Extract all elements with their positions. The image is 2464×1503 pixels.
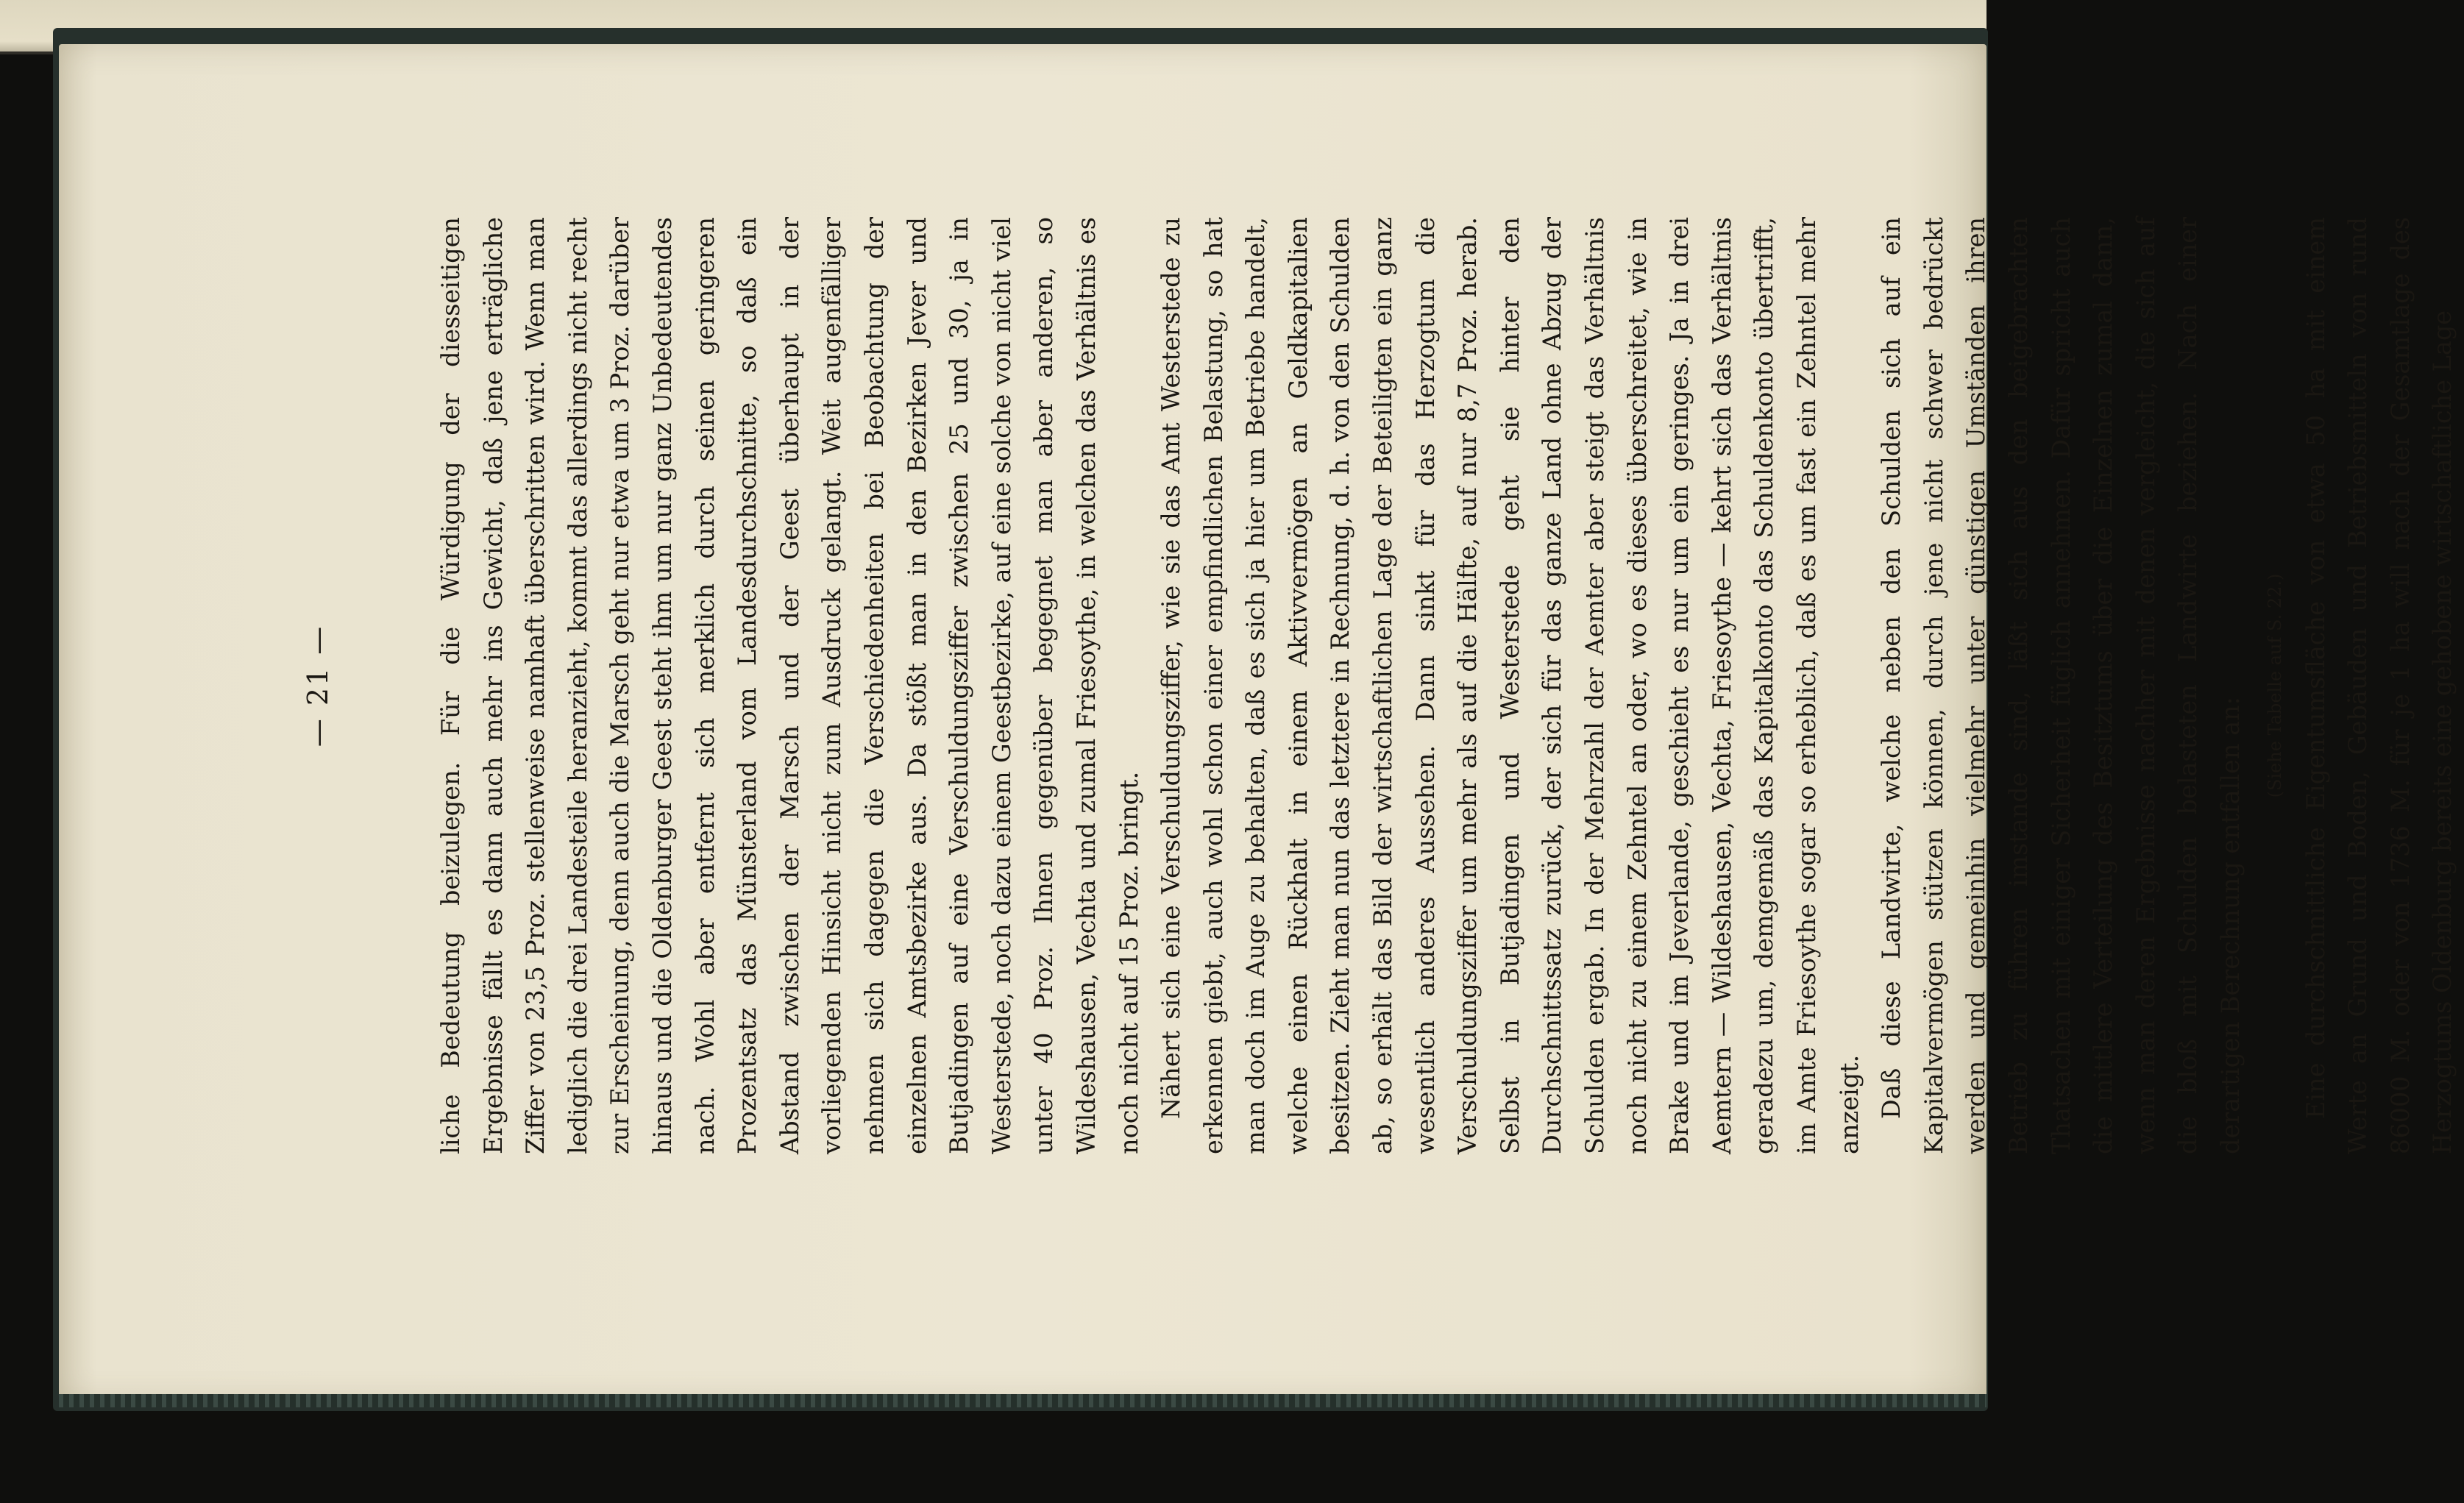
paragraph-1: liche Bedeutung beizulegen. Für die Würdigung der diesseitigen Ergebnisse fällt es dann auch mehr ins Gewicht, daß jene erträgliche Ziffer von 23,5 Proz. stellenweise namhaft überschritten wird. Wenn man lediglich die drei Landesteile heranzieht, kommt das allerdings nicht recht zur Erscheinung, denn auch die Marsch geht nur etwa um 3 Proz. darüber hinaus und die Oldenburger Geest steht ihm um nur ganz Unbedeutendes nach. Wohl aber entfernt sich merklich durch seinen geringeren Prozentsatz das Münsterland vom Landesdurchschnitte, so daß ein Abstand zwischen der Marsch und der Geest überhaupt in der vorliegenden Hinsicht nicht zum Ausdruck gelangt. Weit augenfälliger nehmen sich dagegen die Verschiedenheiten bei Beobachtung der einzelnen Amtsbezirke aus. Da stößt man in den Bezirken Jever und Butjadingen auf eine Verschuldungsziffer zwischen 25 und 30, ja in Westerstede, noch dazu einem Geestbezirke, auf eine solche von nicht viel unter 40 Proz. Ihnen gegenüber begegnet man aber anderen, so Wildeshausen, Vechta und zumal Friesoythe, in welchen das Verhältnis es noch nicht auf 15 Proz. bringt. xyxy=(436,217,1143,1154)
page-number: — 21 — xyxy=(302,624,334,747)
table-reference-note: (Siehe Tabelle auf S. 22.) xyxy=(2264,573,2285,798)
paragraph-2: Nähert sich eine Verschuldungsziffer, wie sie das Amt Westerstede zu erkennen giebt, auch wohl schon einer empfindlichen Belastung, so hat man doch im Auge zu behalten, daß es sich ja hier um Betriebe handelt, welche einen Rückhalt in einem Aktivvermögen an Geldkapitalien besitzen. Zieht man nun das letztere in Rechnung, d. h. von den Schulden ab, so erhält das Bild der wirtschaftlichen Lage der Beteiligten ein ganz wesentlich anderes Aussehen. Dann sinkt für das Herzogtum die Verschuldungsziffer um mehr als auf die Hälfte, auf nur 8,7 Proz. herab. Selbst in Butjadingen und Westerstede geht sie hinter den Durchschnittssatz zurück, der sich für das ganze Land ohne Abzug der Schulden ergab. In der Mehrzahl der Aemter aber steigt das Verhältnis noch nicht zu einem Zehntel an oder, wo es dieses überschreitet, wie in Brake und im Jeverlande, geschieht es nur um ein geringes. Ja in drei Aemtern — Wildeshausen, Vechta, Friesoythe — kehrt sich das Verhältnis geradezu um, demgemäß das Kapitalkonto das Schuldenkonto übertrifft, im Amte Friesoythe sogar so erheblich, daß es um fast ein Zehntel mehr anzeigt. xyxy=(1157,217,1864,1154)
text-block-frame xyxy=(287,189,2457,1182)
paragraph-3: Daß diese Landwirte, welche neben den Schulden sich auf ein Kapitalvermögen stützen können, durch jene nicht schwer bedrückt werden und gemeinhin vielmehr unter günstigen Umständen ihren Betrieb zu führen imstande sind, läßt sich aus den beigebrachten Thatsachen mit einiger Sicherheit füglich annehmen. Dafür spricht auch die mittlere Verteilung des Besitztums über die Einzelnen zumal dann, wenn man deren Ergebnisse nachher mit denen vergleicht, die sich auf die bloß mit Schulden belasteten Landwirte beziehen. Nach einer derartigen Berechnung entfallen an: xyxy=(1877,217,2245,1154)
page-bottom-edge xyxy=(59,1394,1987,1407)
paragraph-4: Eine durchschnittliche Eigentumsfläche von etwa 50 ha mit einem Werte an Grund und Boden, Gebäuden und Betriebsmitteln von rund 86000 M. oder von 1736 M. für je 1 ha will nach der Gesamtlage des Herzogtums Oldenburg bereits eine gehobene wirtschaftliche Lage xyxy=(2301,217,2457,1154)
rotated-text-block xyxy=(287,189,2457,1182)
